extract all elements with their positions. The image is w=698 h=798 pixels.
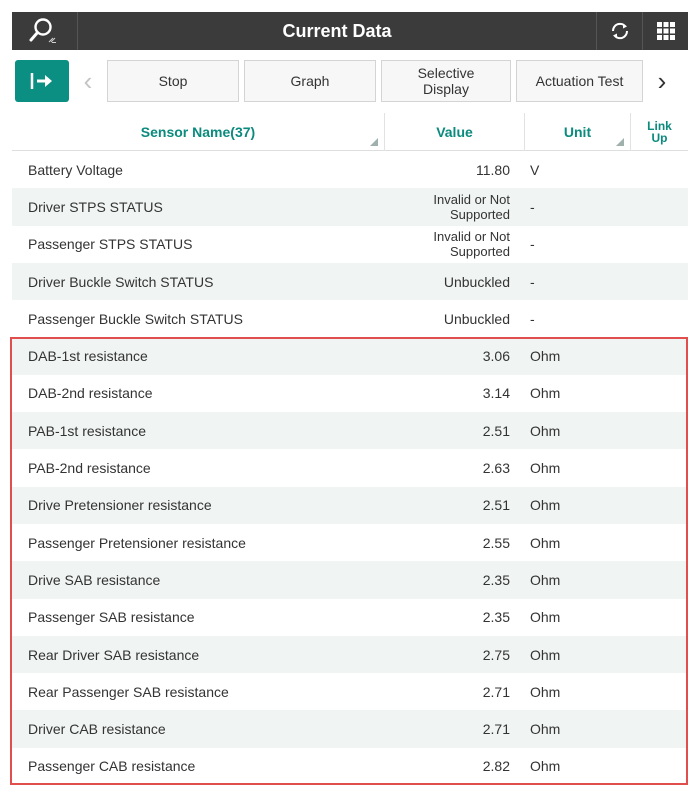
table-row[interactable] — [12, 300, 688, 337]
sensor-table-body — [12, 151, 688, 785]
sensor-unit: Ohm — [530, 758, 561, 775]
table-row[interactable] — [12, 375, 688, 412]
table-row[interactable] — [12, 599, 688, 636]
sensor-unit: Ohm — [530, 646, 561, 663]
table-row[interactable] — [12, 226, 688, 263]
sensor-unit: - — [530, 273, 535, 290]
sensor-name: Passenger CAB resistance — [28, 758, 196, 775]
link-up-header-line1: Link — [647, 118, 672, 133]
sensor-name: PAB-1st resistance — [28, 422, 147, 439]
table-header — [12, 113, 688, 151]
sensor-value-line2: Supported — [450, 244, 510, 260]
sensor-unit: - — [530, 236, 535, 253]
sensor-value: 2.35 — [482, 609, 510, 626]
table-row[interactable] — [12, 636, 688, 673]
sensor-unit: Ohm — [530, 497, 561, 514]
table-row[interactable] — [12, 524, 688, 561]
sensor-value: 3.14 — [482, 385, 510, 402]
sensor-value-line2: Supported — [450, 206, 510, 222]
sensor-unit: V — [530, 161, 540, 178]
exit-button[interactable] — [15, 60, 69, 102]
sensor-unit: Ohm — [530, 683, 561, 700]
scroll-left-button[interactable] — [69, 60, 107, 102]
page-title: Current Data — [282, 20, 392, 41]
toolbar — [12, 58, 688, 104]
unit-header-label: Unit — [563, 123, 592, 140]
sensor-value: 2.71 — [482, 683, 510, 700]
sensor-name: Driver Buckle Switch STATUS — [28, 273, 214, 290]
sensor-name: Passenger STPS STATUS — [28, 236, 193, 253]
table-row[interactable] — [12, 188, 688, 225]
scroll-right-button[interactable] — [643, 60, 681, 102]
sensor-value: 3.06 — [482, 348, 510, 365]
selective-display-label-line1: Selective — [417, 65, 475, 81]
graph-button[interactable]: Graph — [244, 60, 376, 102]
sensor-unit: Ohm — [530, 460, 561, 477]
table-row[interactable] — [12, 748, 688, 785]
sensor-unit: Ohm — [530, 534, 561, 551]
sensor-unit: Ohm — [530, 385, 561, 402]
grid-menu-button[interactable] — [642, 12, 688, 50]
unit-column-header[interactable] — [524, 113, 630, 151]
table-row[interactable] — [12, 449, 688, 486]
table-row[interactable] — [12, 561, 688, 598]
sensor-value: 2.71 — [482, 721, 510, 738]
table-row[interactable] — [12, 487, 688, 524]
sensor-unit: Ohm — [530, 422, 561, 439]
sensor-name: Rear Driver SAB resistance — [28, 646, 200, 663]
sensor-name-header-label: Sensor Name(37) — [140, 123, 256, 140]
sensor-value: 2.63 — [482, 460, 510, 477]
sensor-value — [384, 229, 512, 259]
sensor-name: DAB-2nd resistance — [28, 385, 153, 402]
sensor-unit: - — [530, 198, 535, 215]
sensor-unit: Ohm — [530, 609, 561, 626]
sensor-value: 2.51 — [482, 497, 510, 514]
table-row[interactable] — [12, 151, 688, 188]
link-up-header-line2: Up — [651, 130, 668, 145]
sensor-name: Passenger SAB resistance — [28, 609, 195, 626]
table-row[interactable] — [12, 710, 688, 747]
actuation-test-button[interactable]: Actuation Test — [516, 60, 643, 102]
sort-indicator-icon — [616, 138, 624, 146]
refresh-button[interactable] — [596, 12, 642, 50]
stop-button[interactable]: Stop — [107, 60, 239, 102]
sensor-unit: Ohm — [530, 721, 561, 738]
sensor-value: 2.35 — [482, 571, 510, 588]
sensor-value: 11.80 — [476, 161, 510, 178]
table-row[interactable] — [12, 337, 688, 374]
sort-indicator-icon — [370, 138, 378, 146]
link-up-column-header — [630, 113, 688, 151]
value-column-header — [384, 113, 524, 151]
table-row[interactable] — [12, 263, 688, 300]
sensor-value: 2.51 — [482, 422, 510, 439]
sensor-name: Drive SAB resistance — [28, 571, 161, 588]
sensor-unit: Ohm — [530, 571, 561, 588]
exit-icon — [28, 70, 56, 92]
sensor-name: Drive Pretensioner resistance — [28, 497, 212, 514]
chevron-right-icon: › — [657, 65, 667, 96]
sensor-name: Rear Passenger SAB resistance — [28, 683, 229, 700]
sensor-name: DAB-1st resistance — [28, 348, 148, 365]
sensor-value: 2.82 — [482, 758, 510, 775]
sensor-name-column-header[interactable] — [12, 113, 384, 151]
sensor-value — [384, 192, 512, 222]
title-bar — [12, 12, 688, 50]
sensor-name: Passenger Pretensioner resistance — [28, 534, 246, 551]
value-header-label: Value — [436, 123, 473, 140]
sensor-name: Passenger Buckle Switch STATUS — [28, 310, 244, 327]
sensor-name: Battery Voltage — [28, 161, 123, 178]
search-button[interactable] — [12, 12, 78, 50]
grid-menu-icon — [655, 20, 677, 42]
selective-display-button[interactable] — [381, 60, 511, 102]
table-row[interactable] — [12, 412, 688, 449]
sensor-name: Driver STPS STATUS — [28, 198, 163, 215]
sensor-value-line1: Invalid or Not — [433, 229, 510, 245]
chevron-left-icon: ‹ — [83, 65, 93, 96]
sensor-name: Driver CAB resistance — [28, 721, 166, 738]
selective-display-label-line2: Display — [423, 81, 469, 97]
sensor-value: Unbuckled — [443, 310, 510, 327]
sensor-value: 2.55 — [482, 534, 510, 551]
sensor-unit: Ohm — [530, 348, 561, 365]
sensor-value-line1: Invalid or Not — [433, 191, 510, 207]
sensor-unit: - — [530, 310, 535, 327]
sensor-name: PAB-2nd resistance — [28, 460, 151, 477]
sensor-value: 2.75 — [482, 646, 510, 663]
refresh-icon — [608, 19, 632, 43]
search-icon — [28, 16, 62, 46]
sensor-value: Unbuckled — [443, 273, 510, 290]
table-row[interactable] — [12, 673, 688, 710]
